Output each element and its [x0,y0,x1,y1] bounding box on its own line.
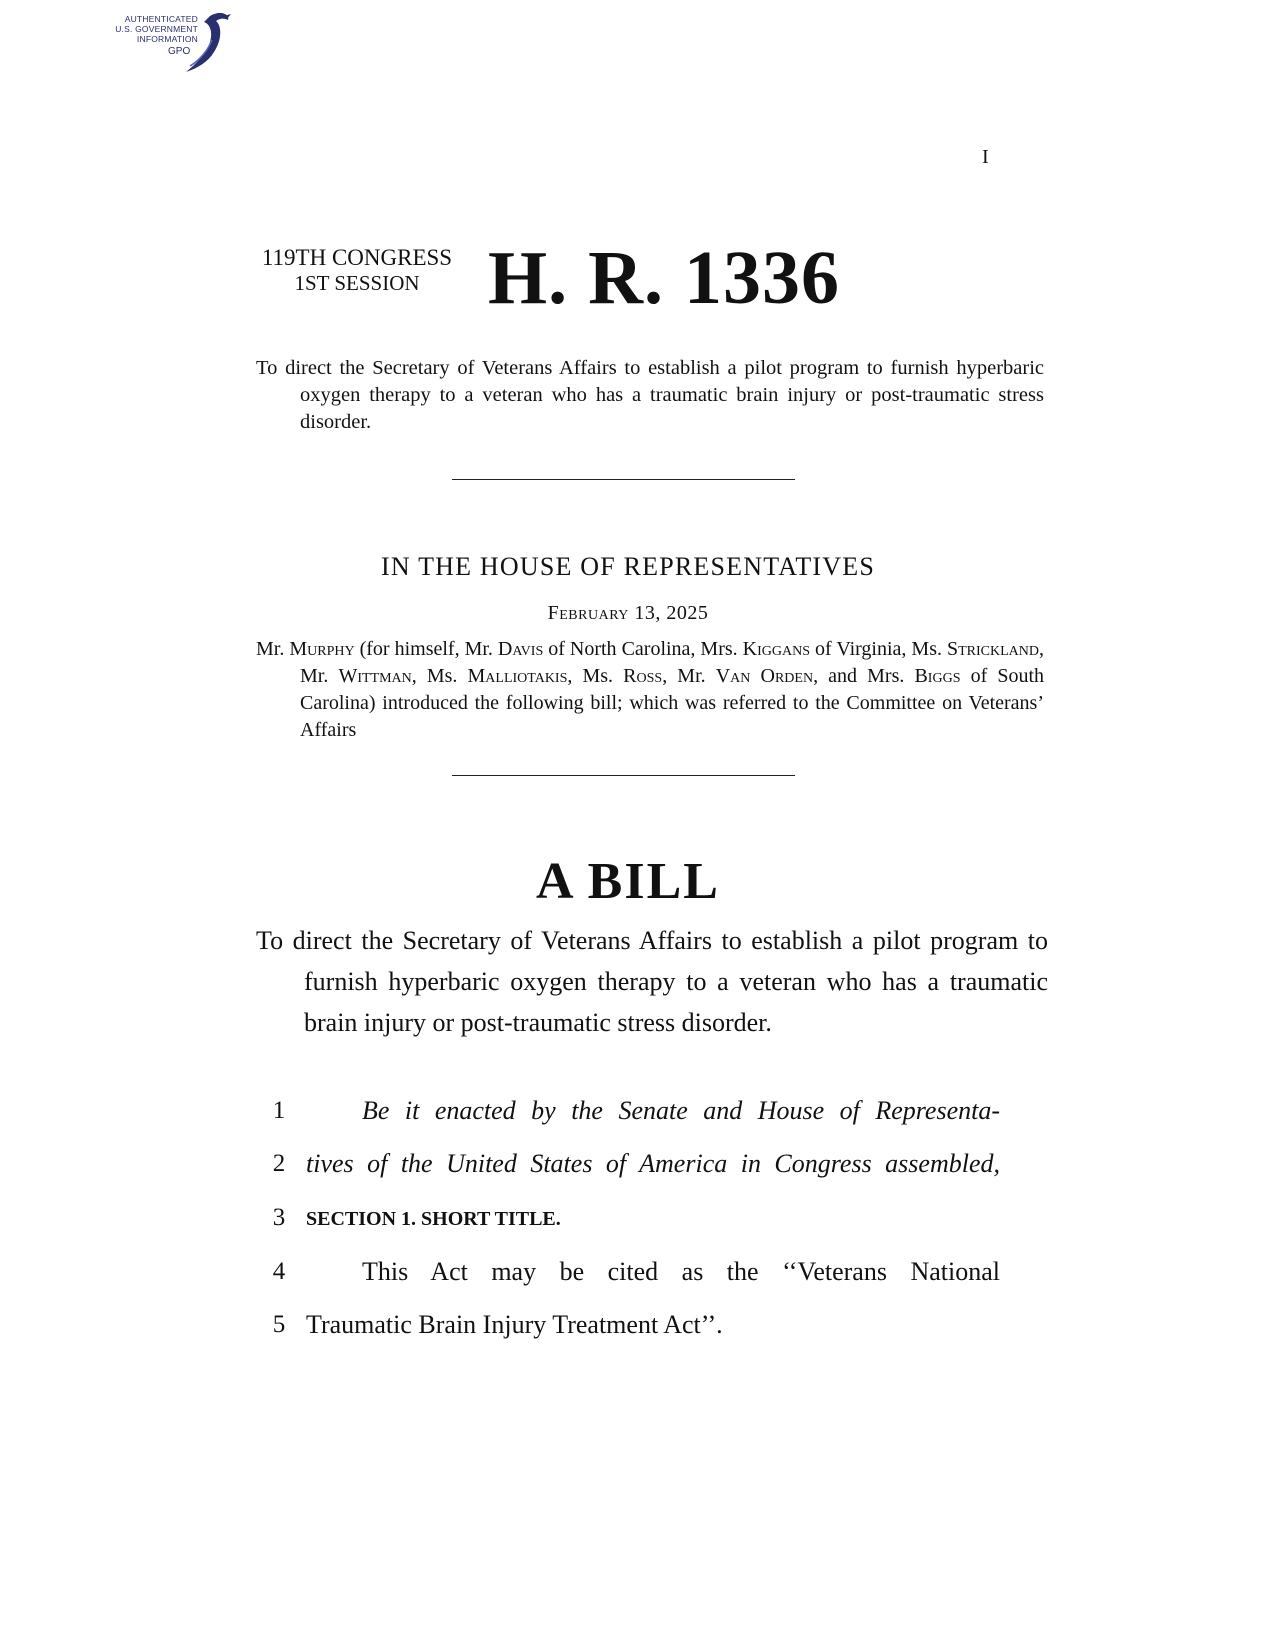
document-title: A BILL [536,853,720,910]
bill-number: H. R. 1336 [488,236,840,320]
page-marker: I [982,146,989,168]
session-label: 1ST SESSION [294,271,420,295]
sponsors-paragraph [256,636,1044,744]
divider-rule [452,479,795,480]
sponsor-text: , Ms. [567,665,624,687]
gpo-authentication-logo [102,10,232,74]
eagle-swoosh-icon [180,10,232,74]
purpose-short: To direct the Secretary of Veterans Affairs to establish a pilot program to furnish hyperbaric oxygen therapy to a veteran who has a traumatic brain injury or post-traumatic stress disorder. [256,357,1044,433]
sponsor-name: Strickland [946,638,1039,660]
line-number: 2 [272,1150,286,1177]
sponsor-name: Van Orden [715,665,814,687]
sponsor-text: , Mr. [662,665,716,687]
congress-label: 119TH CONGRESS [261,245,453,270]
sponsor-text: Mr. [256,638,290,660]
sponsor-text: of South Carolina) introduced the following bill; which was referred to the Committee on Veterans’ Affairs [300,665,1045,741]
sponsor-text: , and Mrs. [813,665,915,687]
short-title-line: This Act may be cited as the ‘‘Veterans National [362,1257,1000,1286]
sponsor-name: Murphy [289,638,355,660]
line-number: 5 [272,1311,286,1338]
section-heading: SECTION 1. SHORT TITLE. [306,1208,561,1230]
enacting-clause-line: Be it enacted by the Senate and House of Representa- [362,1096,1000,1125]
short-title-line: Traumatic Brain Injury Treatment Act’’. [306,1310,723,1339]
sponsor-text: of North Carolina, Mrs. [543,638,743,660]
gpo-logo-line1: AUTHENTICATED [124,14,198,24]
line-number: 1 [272,1097,286,1124]
line-number: 4 [272,1258,286,1285]
sponsor-text: , Mr. [300,638,1044,687]
sponsor-name: Davis [497,638,544,660]
sponsor-name: Malliotakis [467,665,568,687]
chamber-heading: IN THE HOUSE OF REPRESENTATIVES [381,552,875,581]
sponsor-text: (for himself, Mr. [354,638,498,660]
enacting-clause-line: tives of the United States of America in Congress assembled, [306,1149,1000,1178]
gpo-logo-line3: INFORMATION [136,34,198,44]
sponsor-name: Wittman [338,665,412,687]
purpose-long: To direct the Secretary of Veterans Affairs to establish a pilot program to furnish hyperbaric oxygen therapy to a veteran who has a traumatic brain injury or post-traumatic stress disorder. [256,926,1048,1037]
introduction-date: February 13, 2025 [547,602,709,624]
sponsor-name: Ross [623,665,663,687]
sponsor-name: Kiggans [742,638,811,660]
sponsor-text: of Virginia, Ms. [810,638,947,660]
sponsor-text: , Ms. [411,665,468,687]
line-number: 3 [272,1204,286,1231]
sponsor-name: Biggs [914,665,961,687]
gpo-logo-line2: U.S. GOVERNMENT [115,24,198,34]
gpo-logo-mark: GPO [168,46,191,57]
divider-rule [452,775,795,776]
